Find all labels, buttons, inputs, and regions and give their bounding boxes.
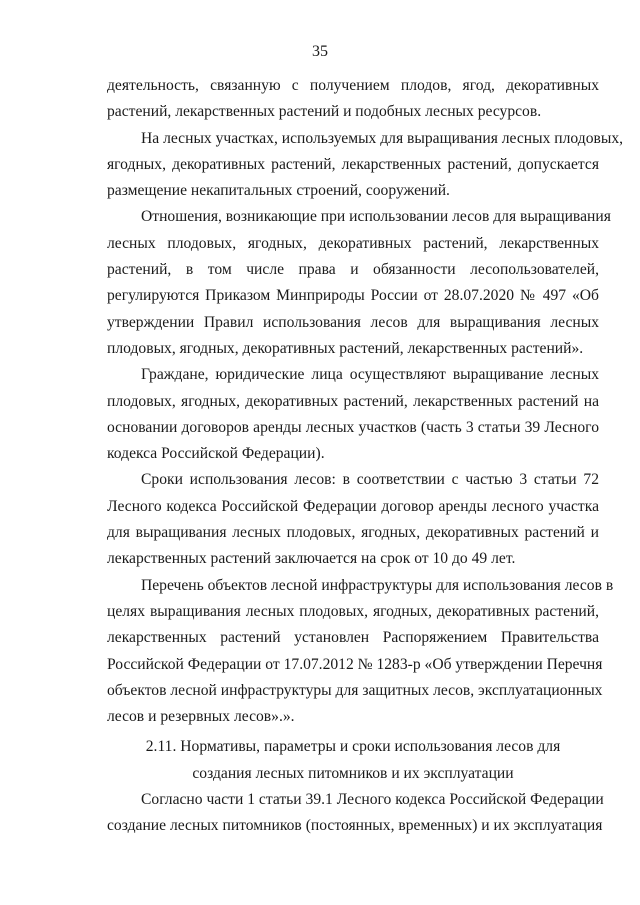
text-line: для выращивания лесных плодовых, ягодных, декоративных растений и — [107, 524, 599, 542]
text-line: лесов и резервных лесов».». — [107, 708, 295, 726]
text-line: Перечень объектов лесной инфраструктуры для использования лесов в — [141, 576, 614, 594]
text-line: Сроки использования лесов: в соответствии с частью 3 статьи 72 — [141, 471, 599, 489]
text-line: кодекса Российской Федерации). — [107, 445, 325, 463]
paragraph — [107, 573, 614, 731]
paragraph — [107, 204, 611, 362]
text-line: Граждане, юридические лица осуществляют выращивание лесных — [141, 366, 599, 384]
text-line: Российской Федерации от 17.07.2012 № 1283-р «Об утверждении Перечня — [107, 655, 603, 673]
text-line: целях выращивания лесных плодовых, ягодных, декоративных растений, — [107, 602, 599, 620]
paragraph — [107, 467, 599, 572]
text-line: основании договоров аренды лесных участков (часть 3 статьи 39 Лесного — [107, 418, 599, 436]
text-line: объектов лесной инфраструктуры для защитных лесов, эксплуатационных — [107, 681, 603, 699]
paragraph — [107, 73, 599, 126]
text-line: Отношения, возникающие при использовании лесов для выращивания — [141, 208, 611, 226]
text-line: лесных плодовых, ягодных, декоративных растений, лекарственных — [107, 234, 599, 252]
text-line: На лесных участках, используемых для выращивания лесных плодовых, — [141, 129, 624, 147]
text-line: Лесного кодекса Российской Федерации договор аренды лесного участка — [107, 497, 599, 515]
paragraph — [107, 787, 604, 840]
text-line: растений, в том числе права и обязанности лесопользователей, — [107, 261, 599, 279]
text-line: создание лесных питомников (постоянных, временных) и их эксплуатация — [107, 817, 603, 835]
paragraph — [107, 362, 599, 467]
heading-line: создания лесных питомников и их эксплуатации — [192, 764, 514, 782]
paragraph — [107, 126, 624, 205]
section-heading — [107, 734, 599, 787]
text-line: деятельность, связанную с получением плодов, ягод, декоративных — [107, 77, 599, 94]
text-line: лекарственных растений установлен Распоряжением Правительства — [107, 629, 599, 647]
document-body — [107, 73, 624, 840]
text-line: размещение некапитальных строений, сооружений. — [107, 182, 450, 200]
text-line: ягодных, декоративных растений, лекарственных растений, допускается — [107, 155, 599, 173]
page-number: 35 — [312, 43, 328, 60]
text-line: утверждении Правил использования лесов для выращивания лесных — [107, 313, 599, 331]
text-line: плодовых, ягодных, декоративных растений, лекарственных растений». — [107, 339, 584, 357]
text-line: регулируются Приказом Минприроды России от 28.07.2020 № 497 «Об — [107, 287, 599, 305]
text-line: растений, лекарственных растений и подобных лесных ресурсов. — [107, 103, 542, 121]
text-line: плодовых, ягодных, декоративных растений, лекарственных растений на — [107, 392, 599, 410]
text-line: лекарственных растений заключается на срок от 10 до 49 лет. — [107, 550, 516, 568]
text-line: Согласно части 1 статьи 39.1 Лесного кодекса Российской Федерации — [141, 791, 604, 809]
heading-line: 2.11. Нормативы, параметры и сроки использования лесов для — [145, 738, 561, 756]
